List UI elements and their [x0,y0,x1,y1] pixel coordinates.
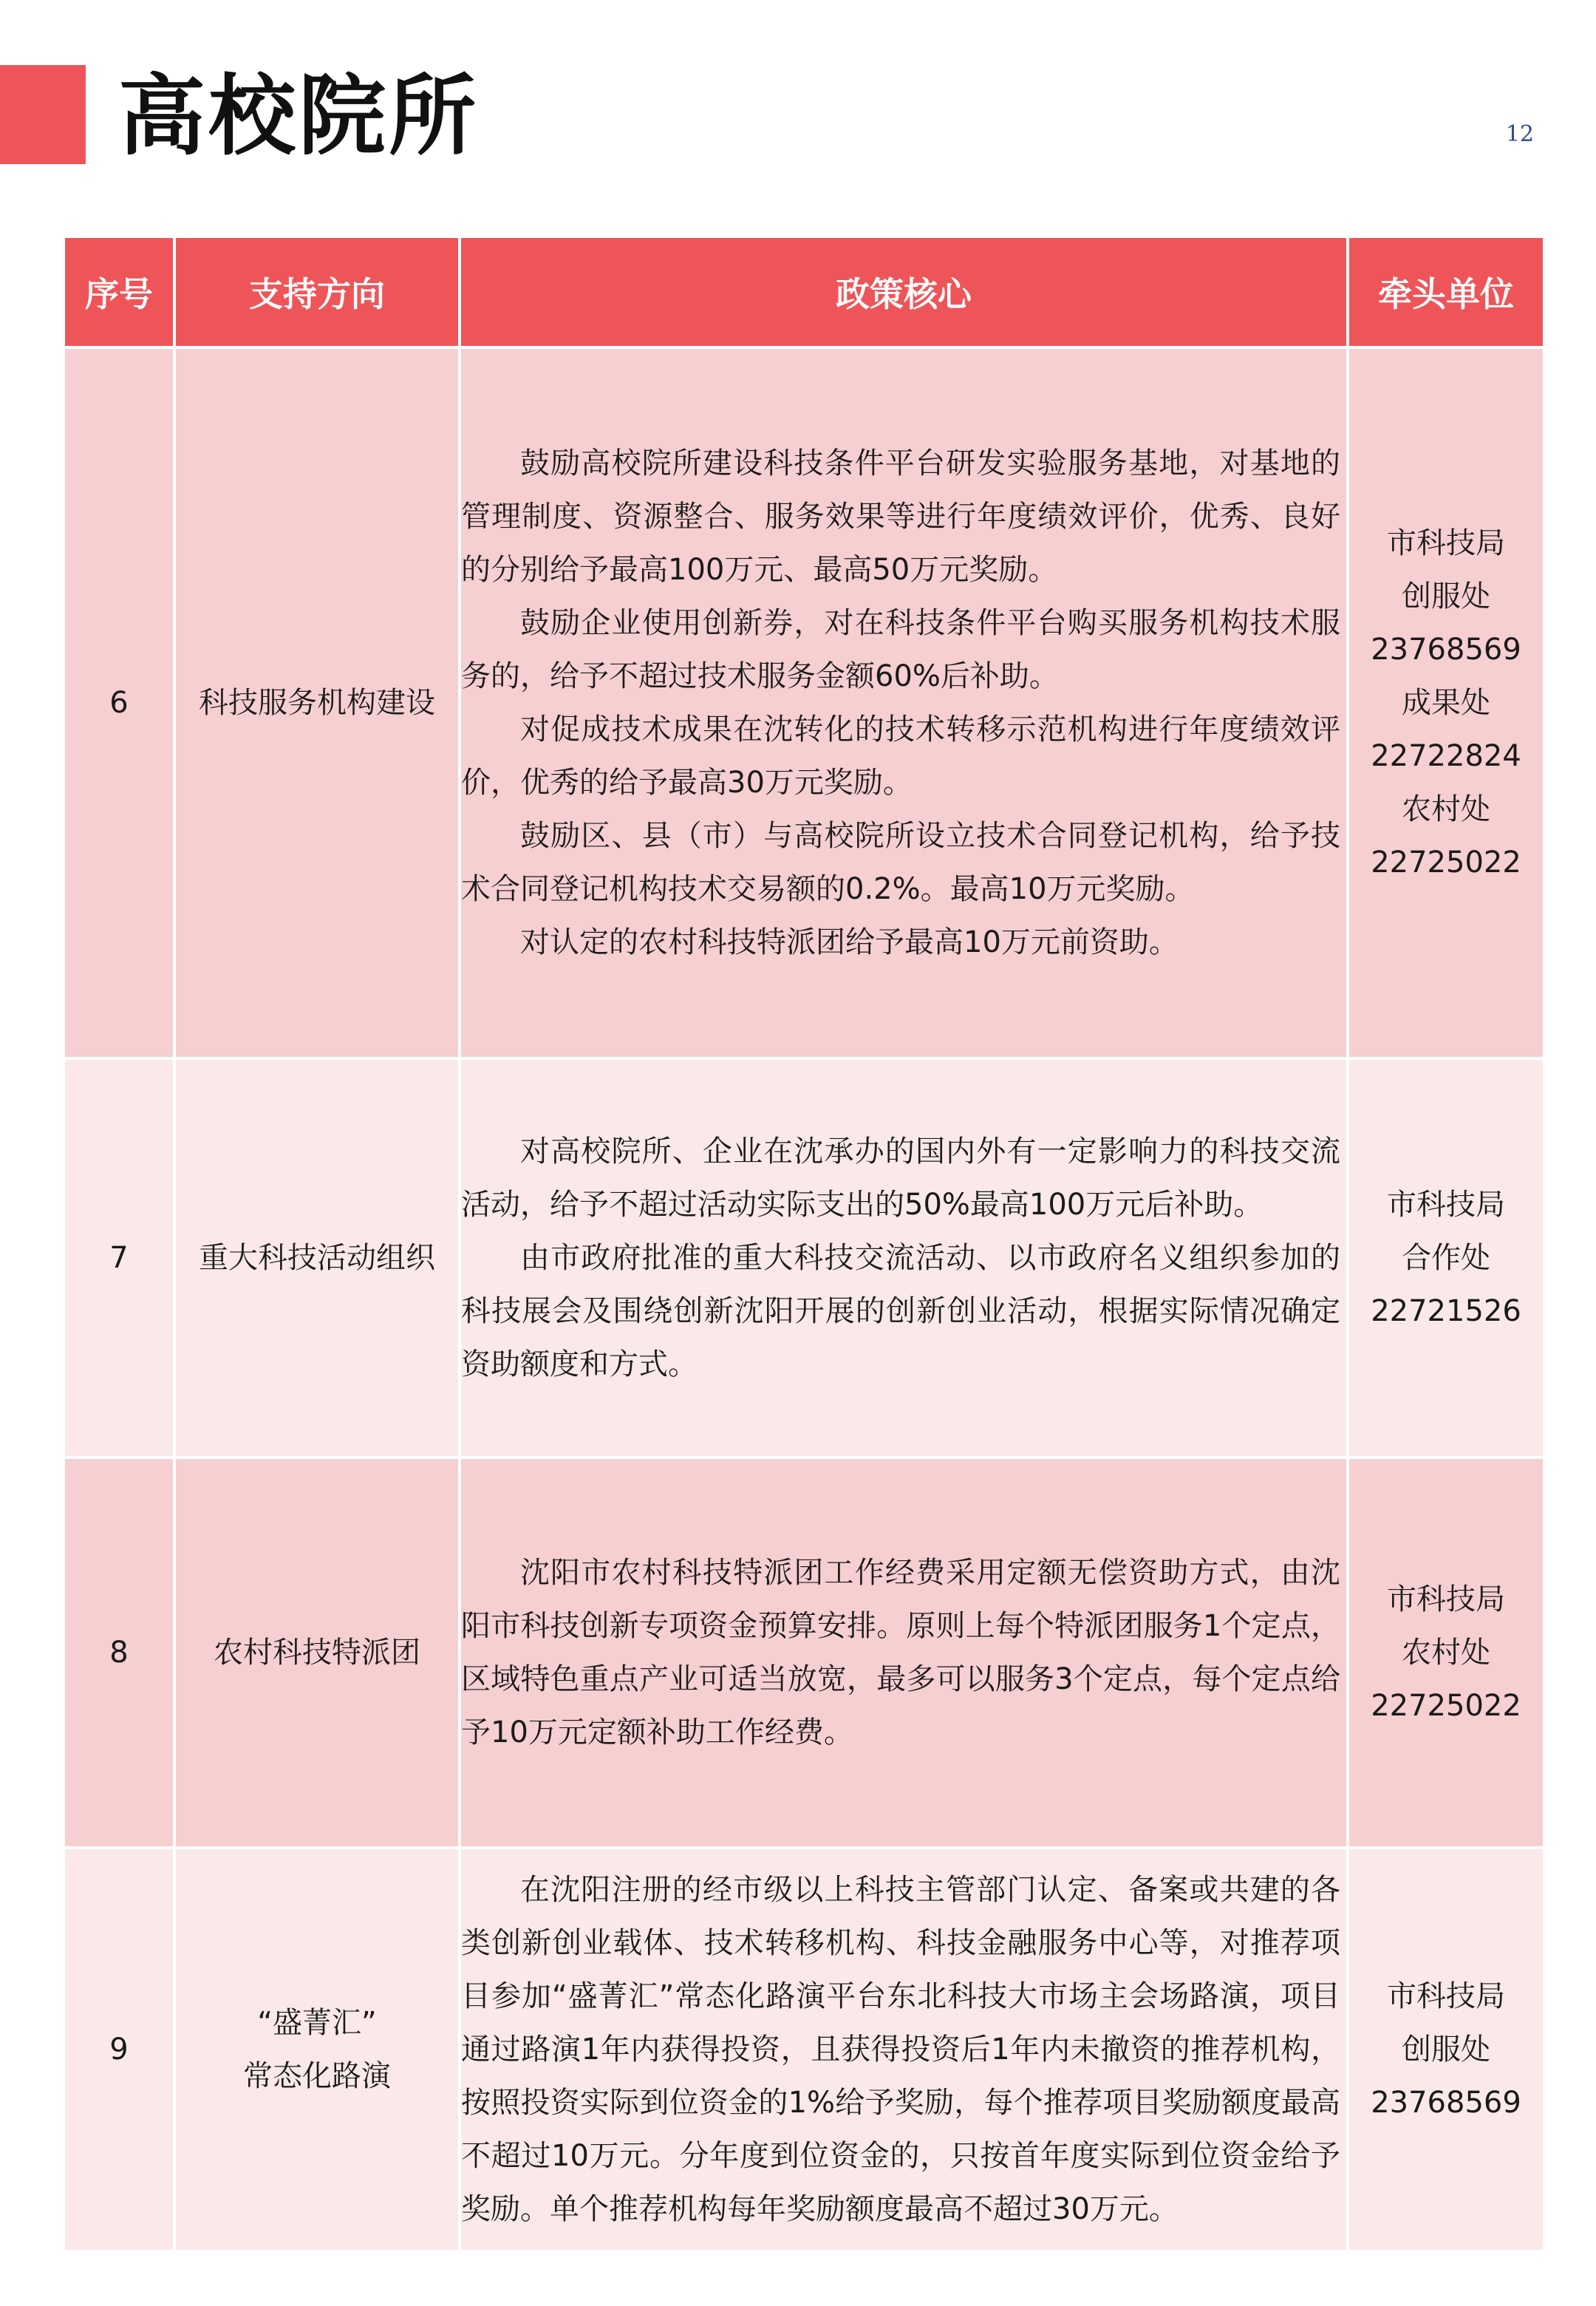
unit-line: 22725022 [1371,1689,1521,1723]
row-policy-core [460,1058,1348,1458]
row-policy-core [460,1458,1348,1848]
unit-line: 合作处 [1402,1241,1490,1275]
unit-line: 市科技局 [1387,1979,1505,2013]
direction-line: 重大科技活动组织 [199,1241,435,1275]
unit-line: 农村处 [1402,792,1490,826]
row-number: 9 [64,1848,174,2251]
unit-line: 成果处 [1402,686,1490,720]
policy-paragraph: 沈阳市农村科技特派团工作经费采用定额无偿资助方式，由沈阳市科技创新专项资金预算安排。原则上每个特派团服务1个定点，区域特色重点产业可适当放宽，最多可以服务3个定点，每个定点给予10万元定额补助工作经费。 [461,1556,1340,1749]
table-header-row [64,237,1544,347]
unit-line: 23768569 [1371,2086,1521,2120]
unit-line: 农村处 [1402,1636,1490,1670]
direction-line: 常态化路演 [243,2059,391,2093]
page-title: 高校院所 [118,65,480,167]
policy-paragraph: 在沈阳注册的经市级以上科技主管部门认定、备案或共建的各类创新创业载体、技术转移机构、科技金融服务中心等，对推荐项目参加“盛菁汇”常态化路演平台东北科技大市场主会场路演，项目通过路演1年内获得投资，且获得投资后1年内未撤资的推荐机构，按照投资实际到位资金的1%给予奖励，每个推荐项目奖励额度最高不超过10万元。分年度到位资金的，只按首年度实际到位资金给予奖励。单个推荐机构每年奖励额度最高不超过30万元。 [461,1873,1340,2226]
row-direction [174,1058,460,1458]
unit-line: 市科技局 [1387,526,1505,560]
row-direction [174,1458,460,1848]
row-number: 6 [64,347,174,1058]
table-row [64,347,1544,1058]
policy-paragraph: 对促成技术成果在沈转化的技术转移示范机构进行年度绩效评价，优秀的给予最高30万元奖励。 [461,712,1340,800]
policy-paragraph: 对高校院所、企业在沈承办的国内外有一定影响力的科技交流活动，给予不超过活动实际支出的50%最高100万元后补助。 [461,1135,1340,1222]
policy-table [62,235,1546,2253]
unit-line: 创服处 [1402,2033,1490,2067]
unit-line: 22722824 [1371,739,1521,773]
page-number: 12 [1505,121,1534,147]
unit-line: 23768569 [1371,633,1521,667]
row-direction [174,1848,460,2251]
unit-line: 22725022 [1371,846,1521,880]
row-lead-unit [1348,347,1544,1058]
header-lead-unit: 牵头单位 [1348,237,1544,347]
unit-line: 市科技局 [1387,1582,1505,1616]
policy-paragraph: 由市政府批准的重大科技交流活动、以市政府名义组织参加的科技展会及围绕创新沈阳开展的创新创业活动，根据实际情况确定资助额度和方式。 [461,1241,1340,1381]
unit-line: 市科技局 [1387,1188,1505,1222]
row-lead-unit [1348,1058,1544,1458]
unit-line: 创服处 [1402,579,1490,613]
header-number: 序号 [64,237,174,347]
policy-paragraph: 鼓励企业使用创新券，对在科技条件平台购买服务机构技术服务的，给予不超过技术服务金额60%后补助。 [461,606,1340,693]
row-policy-core [460,1848,1348,2251]
direction-line: “盛菁汇” [257,2006,377,2040]
policy-paragraph: 鼓励高校院所建设科技条件平台研发实验服务基地，对基地的管理制度、资源整合、服务效果等进行年度绩效评价，优秀、良好的分别给予最高100万元、最高50万元奖励。 [461,446,1340,587]
header-policy-core: 政策核心 [460,237,1348,347]
unit-line: 22721526 [1371,1294,1521,1328]
row-number: 7 [64,1058,174,1458]
table-row [64,1458,1544,1848]
row-direction [174,347,460,1058]
policy-paragraph: 鼓励区、县（市）与高校院所设立技术合同登记机构，给予技术合同登记机构技术交易额的0.2%。最高10万元奖励。 [461,819,1340,906]
row-lead-unit [1348,1458,1544,1848]
title-accent-bar [0,65,86,164]
table-row [64,1058,1544,1458]
row-policy-core [460,347,1348,1058]
row-number: 8 [64,1458,174,1848]
header-direction: 支持方向 [174,237,460,347]
direction-line: 科技服务机构建设 [199,686,435,720]
direction-line: 农村科技特派团 [214,1636,420,1670]
row-lead-unit [1348,1848,1544,2251]
table-row [64,1848,1544,2251]
policy-paragraph: 对认定的农村科技特派团给予最高10万元前资助。 [520,925,1179,959]
